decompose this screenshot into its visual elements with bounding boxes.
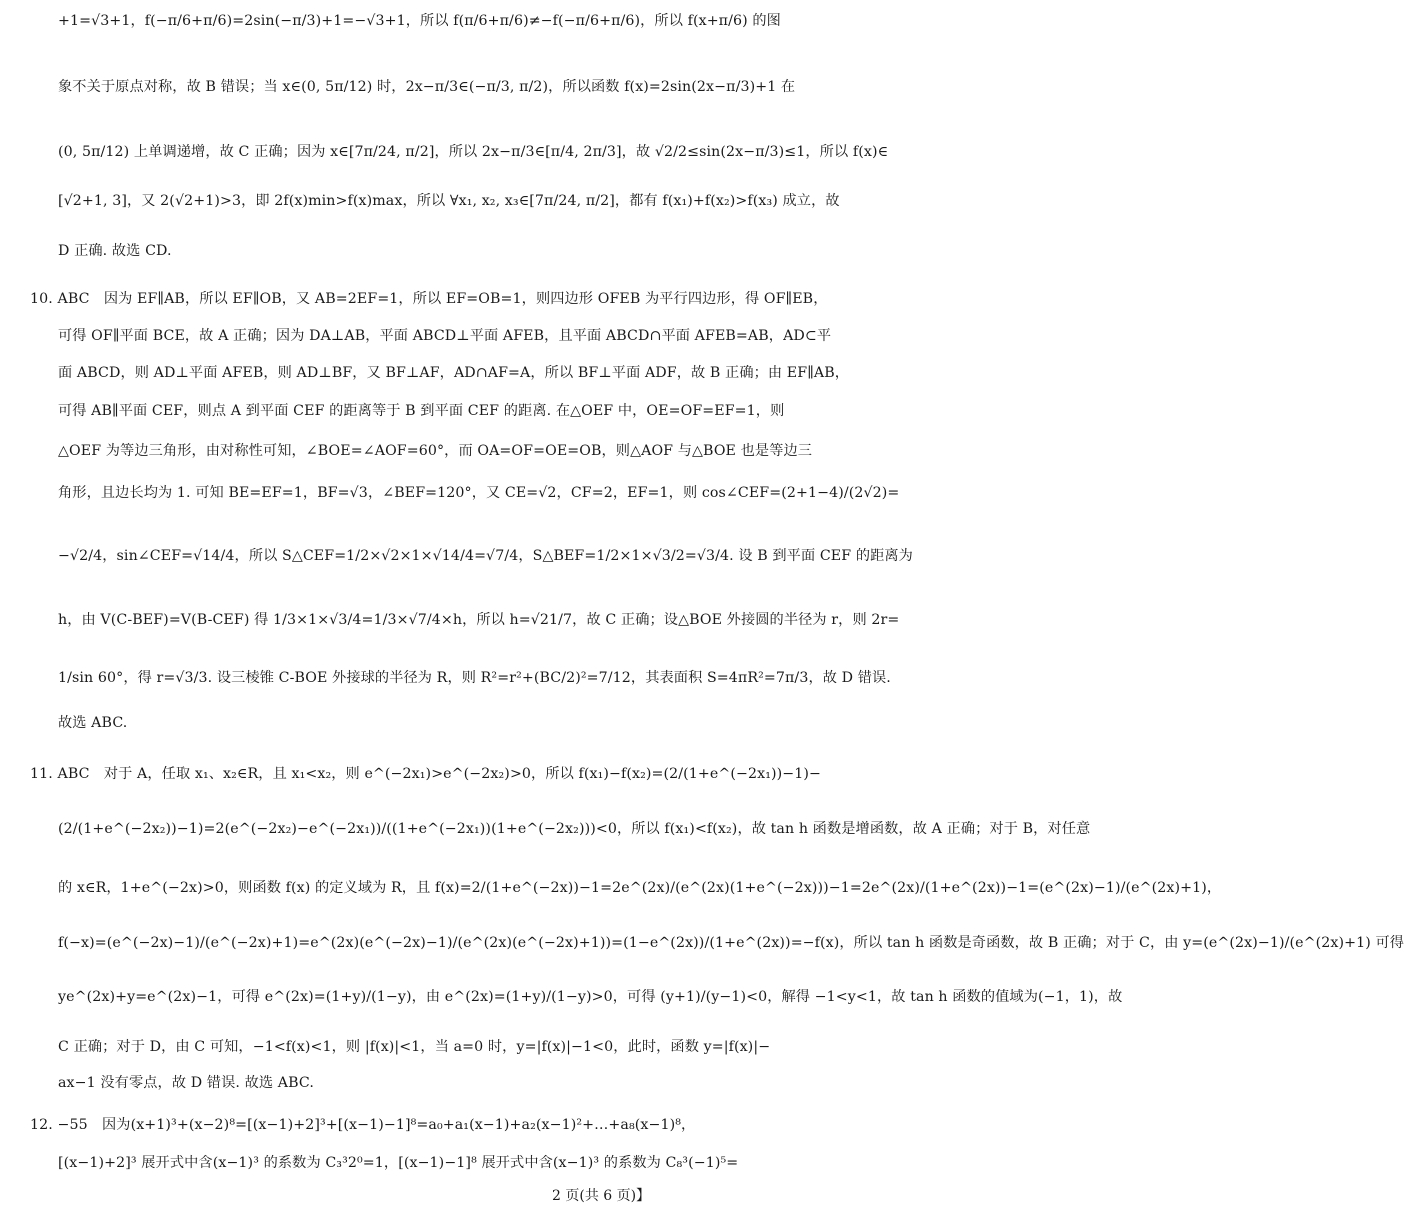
q9-line-3: (0, 5π/12) 上单调递增，故 C 正确；因为 x∈[7π/24, π/2]，所以 2x−π/3∈[π/4, 2π/3]，故 √2/2≤sin(2x−π/3)≤1，所以 f(x)∈ <box>58 144 889 160</box>
q10-line-9: 1/sin 60°，得 r=√3/3. 设三棱锥 C-BOE 外接球的半径为 R，则 R²=r²+(BC/2)²=7/12，其表面积 S=4πR²=7π/3，故 D 错误. <box>58 670 891 686</box>
q11-line-1: 11. ABC 对于 A，任取 x₁、x₂∈R，且 x₁<x₂，则 e^(−2x₁)>e^(−2x₂)>0，所以 f(x₁)−f(x₂)=(2/(1+e^(−2x₁))−1)− <box>30 766 822 782</box>
q11-line-2: (2/(1+e^(−2x₂))−1)=2(e^(−2x₂)−e^(−2x₁))/((1+e^(−2x₁))(1+e^(−2x₂)))<0，所以 f(x₁)<f(x₂)，故 tan h 函数是增函数，故 A 正确；对于 B，对任意 <box>58 821 1091 837</box>
q11-line-6: C 正确；对于 D，由 C 可知，−1<f(x)<1，则 |f(x)|<1，当 a=0 时，y=|f(x)|−1<0，此时，函数 y=|f(x)|− <box>58 1039 771 1055</box>
q11-line-3: 的 x∈R，1+e^(−2x)>0，则函数 f(x) 的定义域为 R，且 f(x)=2/(1+e^(−2x))−1=2e^(2x)/(e^(2x)(1+e^(−2x)))−1=2e^(2x)/(1+e^(2x))−1=(e^(2x)−1)/(e^(2x)+1)， <box>58 880 1222 896</box>
q11-line-5: ye^(2x)+y=e^(2x)−1，可得 e^(2x)=(1+y)/(1−y)，由 e^(2x)=(1+y)/(1−y)>0，可得 (y+1)/(y−1)<0，解得 −1<y<1，故 tan h 函数的值域为(−1，1)，故 <box>58 989 1123 1005</box>
q10-line-4: 可得 AB∥平面 CEF，则点 A 到平面 CEF 的距离等于 B 到平面 CEF 的距离. 在△OEF 中，OE=OF=EF=1，则 <box>58 403 785 419</box>
q9-line-2: 象不关于原点对称，故 B 错误；当 x∈(0, 5π/12) 时，2x−π/3∈(−π/3, π/2)，所以函数 f(x)=2sin(2x−π/3)+1 在 <box>58 79 796 95</box>
page-footer: 2 页(共 6 页)】 <box>552 1188 651 1204</box>
q12-line-2: [(x−1)+2]³ 展开式中含(x−1)³ 的系数为 C₃³2⁰=1，[(x−1)−1]⁸ 展开式中含(x−1)³ 的系数为 C₈³(−1)⁵= <box>58 1155 739 1171</box>
q12-line-1: 12. −55 因为(x+1)³+(x−2)⁸=[(x−1)+2]³+[(x−1)−1]⁸=a₀+a₁(x−1)+a₂(x−1)²+…+a₈(x−1)⁸， <box>30 1117 696 1133</box>
q10-line-1: 10. ABC 因为 EF∥AB，所以 EF∥OB，又 AB=2EF=1，所以 EF=OB=1，则四边形 OFEB 为平行四边形，得 OF∥EB， <box>30 291 828 307</box>
q11-line-7: ax−1 没有零点，故 D 错误. 故选 ABC. <box>58 1075 314 1091</box>
q10-line-6: 角形，且边长均为 1. 可知 BE=EF=1，BF=√3，∠BEF=120°，又 CE=√2，CF=2，EF=1，则 cos∠CEF=(2+1−4)/(2√2)= <box>58 485 900 501</box>
q10-line-8: h，由 V(C-BEF)=V(B-CEF) 得 1/3×1×√3/4=1/3×√7/4×h，所以 h=√21/7，故 C 正确；设△BOE 外接圆的半径为 r，则 2r= <box>58 612 900 628</box>
q9-line-4: [√2+1, 3]，又 2(√2+1)>3，即 2f(x)min>f(x)max，所以 ∀x₁, x₂, x₃∈[7π/24, π/2]，都有 f(x₁)+f(x₂)>f(x₃) 成立，故 <box>58 193 840 209</box>
q10-line-10: 故选 ABC. <box>58 715 128 731</box>
q10-line-7: −√2/4，sin∠CEF=√14/4，所以 S△CEF=1/2×√2×1×√14/4=√7/4，S△BEF=1/2×1×√3/2=√3/4. 设 B 到平面 CEF 的距离为 <box>58 548 913 564</box>
q11-line-4: f(−x)=(e^(−2x)−1)/(e^(−2x)+1)=e^(2x)(e^(−2x)−1)/(e^(2x)(e^(−2x)+1))=(1−e^(2x))/(1+e^(2x))=−f(x)，所以 tan h 函数是奇函数，故 B 正确；对于 C，由 y=(e^(2x)−1)/(e^(2x)+1) 可得 <box>58 935 1404 951</box>
q10-line-5: △OEF 为等边三角形，由对称性可知，∠BOE=∠AOF=60°，而 OA=OF=OE=OB，则△AOF 与△BOE 也是等边三 <box>58 443 813 459</box>
q9-line-5: D 正确. 故选 CD. <box>58 243 172 259</box>
q10-line-2: 可得 OF∥平面 BCE，故 A 正确；因为 DA⊥AB，平面 ABCD⊥平面 AFEB，且平面 ABCD∩平面 AFEB=AB，AD⊂平 <box>58 328 832 344</box>
q9-line-1: +1=√3+1，f(−π/6+π/6)=2sin(−π/3)+1=−√3+1，所以 f(π/6+π/6)≠−f(−π/6+π/6)，所以 f(x+π/6) 的图 <box>58 13 781 29</box>
q10-line-3: 面 ABCD，则 AD⊥平面 AFEB，则 AD⊥BF，又 BF⊥AF，AD∩AF=A，所以 BF⊥平面 ADF，故 B 正确；由 EF∥AB， <box>58 365 850 381</box>
